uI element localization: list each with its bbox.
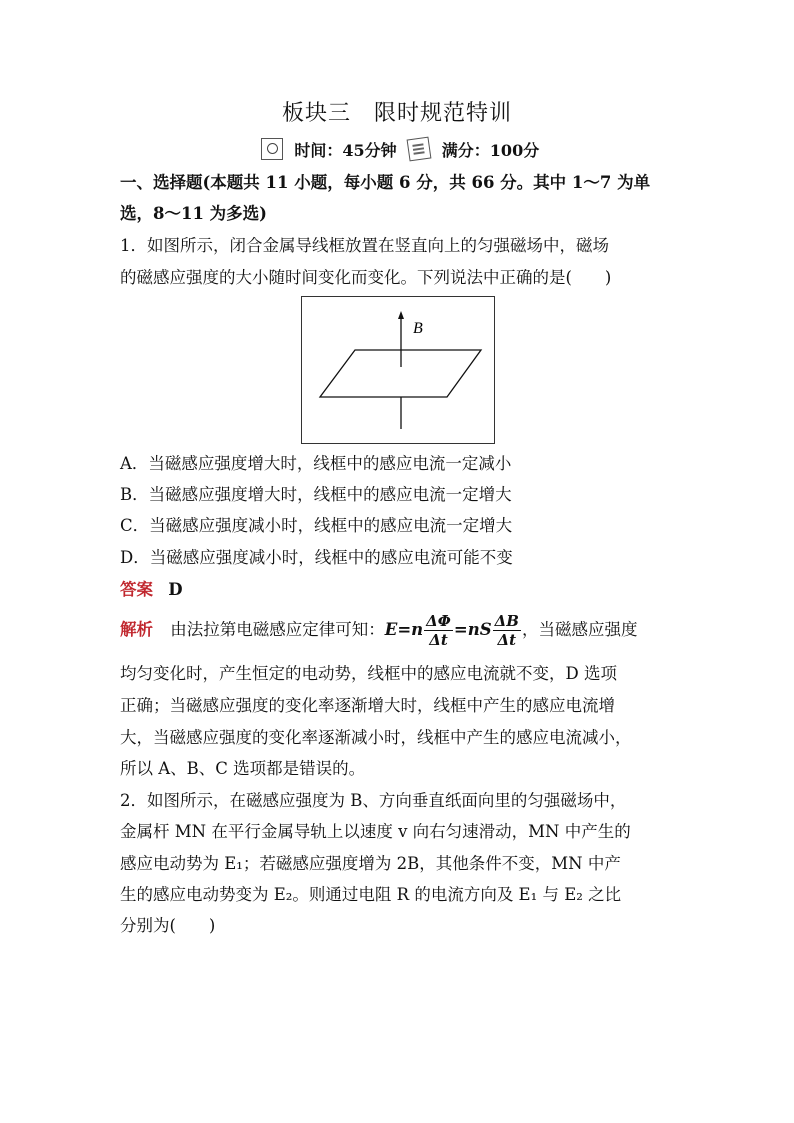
field-label: B: [413, 320, 423, 337]
magnetic-field-diagram: [302, 297, 494, 443]
formula-e: E: [384, 620, 398, 639]
q2-stem-line2: 金属杆 MN 在平行金属导轨上以速度 v 向右匀速滑动，MN 中产生的: [120, 822, 631, 841]
q1-analysis-line3: 正确；当磁感应强度的变化率逐渐增大时，线框中产生的感应电流增: [120, 696, 615, 715]
arrow-head-icon: [398, 311, 404, 319]
time-limit: 时间：45分钟: [294, 141, 397, 160]
q1-analysis-line2: 均匀变化时，产生恒定的电动势，线框中的感应电流就不变，D 选项: [120, 664, 617, 683]
document-icon: [407, 136, 432, 161]
q1-option-c: C．当磁感应强度减小时，线框中的感应电流一定增大: [120, 516, 513, 535]
exam-meta: [0, 138, 794, 163]
page-title: 板块三 限时规范特训: [281, 101, 512, 126]
q1-answer: [120, 575, 680, 605]
formula-eq1: =: [397, 620, 412, 639]
analysis-label: 解析: [120, 620, 153, 639]
full-score: 满分：100分: [441, 141, 540, 160]
fraction-denominator: Δt: [429, 631, 448, 649]
q1-stem-line2: 的磁感应强度的大小随时间变化而变化。下列说法中正确的是( ): [120, 268, 612, 287]
clock-icon: [261, 138, 283, 160]
q2-stem-line3: 感应电动势为 E₁；若磁感应强度增为 2B，其他条件不变，MN 中产: [120, 854, 621, 873]
q1-analysis-line1: [120, 612, 680, 649]
formula-n: n: [411, 620, 424, 639]
fraction-numerator: ΔΦ: [426, 612, 451, 630]
q1-option-a: A．当磁感应强度增大时，线框中的感应电流一定减小: [120, 454, 512, 473]
fraction-numerator: ΔB: [494, 612, 519, 630]
q1-option-b: B．当磁感应强度增大时，线框中的感应电流一定增大: [120, 485, 512, 504]
q1-analysis-line4: 大，当磁感应强度的变化率逐渐减小时，线框中产生的感应电流减小，: [120, 728, 632, 747]
fraction-denominator: Δt: [497, 631, 517, 649]
q1-stem-line1: 1．如图所示，闭合金属导线框放置在竖直向上的匀强磁场中，磁场: [120, 236, 609, 255]
q1-option-d: D．当磁感应强度减小时，线框中的感应电流可能不变: [120, 548, 513, 567]
analysis-intro: 由法拉第电磁感应定律可知：: [170, 620, 385, 639]
analysis-tail: ，当磁感应强度: [521, 620, 638, 639]
section-heading-line2: 选，8～11 为多选): [120, 204, 267, 223]
q1-figure: [301, 296, 495, 444]
q2-stem-line1: 2．如图所示，在磁感应强度为 B、方向垂直纸面向里的匀强磁场中，: [120, 791, 627, 810]
formula-fraction-field: [493, 612, 521, 649]
formula-fraction-flux: [424, 612, 453, 649]
formula-eq2: =: [453, 620, 468, 639]
formula-ns: nS: [467, 620, 492, 639]
q2-stem-line5: 分别为( ): [120, 916, 216, 935]
answer-value: D: [168, 580, 183, 599]
section-heading-line1: 一、选择题(本题共 11 小题，每小题 6 分，共 66 分。其中 1～7 为单: [120, 173, 651, 192]
q1-analysis-line5: 所以 A、B、C 选项都是错误的。: [120, 759, 366, 778]
q2-stem-line4: 生的感应电动势变为 E₂。则通过电阻 R 的电流方向及 E₁ 与 E₂ 之比: [120, 885, 622, 904]
answer-label: 答案: [120, 580, 153, 599]
